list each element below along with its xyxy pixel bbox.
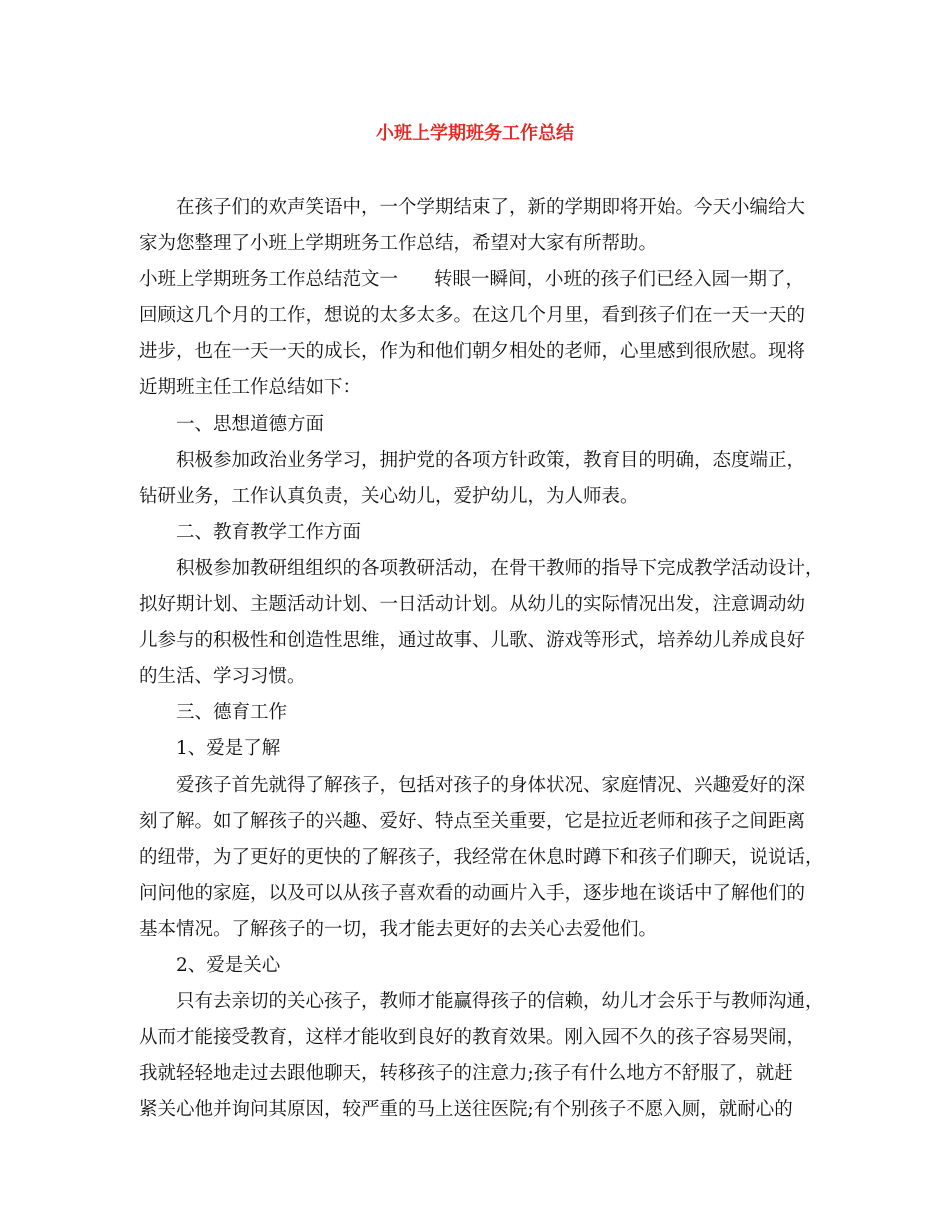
paragraph-line: 回顾这几个月的工作，想说的太多太多。在这几个月里，看到孩子们在一天一天的 [139, 305, 806, 327]
subsection-heading: 2、爱是关心 [176, 954, 281, 976]
section-heading-inline: 小班上学期班务工作总结范文一 [139, 269, 399, 291]
paragraph-line: 积极参加政治业务学习，拥护党的各项方针政策，教育目的明确，态度端正， [176, 449, 806, 471]
paragraph-text-inline: 转眼一瞬间，小班的孩子们已经入园一期了， [434, 269, 805, 291]
paragraph-line: 钻研业务，工作认真负责，关心幼儿，爱护幼儿，为人师表。 [139, 485, 639, 507]
paragraph-line: 的纽带，为了更好的更快的了解孩子，我经常在休息时蹲下和孩子们聊天，说说话， [139, 846, 824, 868]
paragraph-line: 紧关心他并询问其原因，较严重的马上送往医院;有个别孩子不愿入厕，就耐心的 [139, 1099, 793, 1121]
paragraph-line: 进步，也在一天一天的成长，作为和他们朝夕相处的老师，心里感到很欣慰。现将 [139, 341, 806, 363]
paragraph-line: 问问他的家庭，以及可以从孩子喜欢看的动画片入手，逐步地在谈话中了解他们的 [139, 882, 806, 904]
paragraph-line: 基本情况。了解孩子的一切，我才能去更好的去关心去爱他们。 [139, 918, 658, 940]
section-heading: 二、教育教学工作方面 [176, 521, 362, 543]
document-title: 小班上学期班务工作总结 [376, 123, 574, 144]
paragraph-line: 只有去亲切的关心孩子，教师才能赢得孩子的信赖，幼儿才会乐于与教师沟通， [176, 991, 824, 1013]
paragraph-line: 的生活、学习习惯。 [139, 666, 306, 688]
paragraph-line: 儿参与的积极性和创造性思维，通过故事、儿歌、游戏等形式，培养幼儿养成良好 [139, 630, 806, 652]
paragraph-line: 我就轻轻地走过去跟他聊天，转移孩子的注意力;孩子有什么地方不舒服了，就赶 [139, 1063, 793, 1085]
document-body [139, 190, 839, 1128]
paragraph-line [139, 262, 839, 298]
paragraph-line: 刻了解。如了解孩子的兴趣、爱好、特点至关重要，它是拉近老师和孩子之间距离 [139, 810, 806, 832]
paragraph-line: 家为您整理了小班上学期班务工作总结，希望对大家有所帮助。 [139, 233, 658, 255]
paragraph-line: 近期班主任工作总结如下： [139, 377, 362, 399]
section-heading: 三、德育工作 [176, 702, 288, 724]
paragraph-line: 拟好期计划、主题活动计划、一日活动计划。从幼儿的实际情况出发，注意调动幼 [139, 594, 806, 616]
paragraph-line: 积极参加教研组组织的各项教研活动，在骨干教师的指导下完成教学活动设计， [176, 557, 824, 579]
paragraph-line: 在孩子们的欢声笑语中，一个学期结束了，新的学期即将开始。今天小编给大 [176, 197, 806, 218]
subsection-heading: 1、爱是了解 [176, 738, 281, 760]
section-heading: 一、思想道德方面 [176, 413, 325, 435]
paragraph-line: 从而才能接受教育，这样才能收到良好的教育效果。刚入园不久的孩子容易哭闹， [139, 1027, 806, 1049]
paragraph-line: 爱孩子首先就得了解孩子，包括对孩子的身体状况、家庭情况、兴趣爱好的深 [176, 774, 806, 796]
